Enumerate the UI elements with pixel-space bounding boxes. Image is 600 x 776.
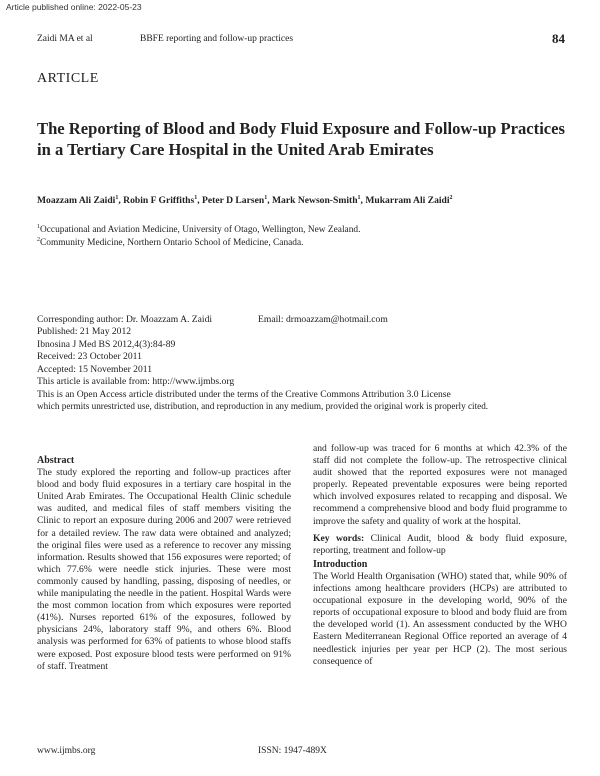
author-affiliation-mark: 1 [115, 195, 119, 201]
right-column [313, 443, 567, 668]
keywords [313, 533, 567, 557]
author-separator: , [197, 195, 203, 207]
affiliation-1 [37, 224, 360, 235]
corresponding-email: Email: drmoazzam@hotmail.com [258, 314, 388, 325]
page-number: 84 [552, 31, 565, 46]
author-separator: , [118, 195, 124, 207]
abstract-column [37, 455, 291, 673]
author-list [37, 195, 453, 206]
author-affiliation-mark: 2 [449, 195, 453, 201]
abstract-heading: Abstract [37, 455, 75, 466]
meta-published: Published: 21 May 2012 [37, 326, 132, 337]
affiliation-2 [37, 237, 303, 248]
meta-license: This is an Open Access article distributed under the terms of the Creative Commons Attribution 3.0 License [37, 389, 451, 400]
author-affiliation-mark: 1 [194, 195, 198, 201]
abstract-continuation: and follow-up was traced for 6 months at which 42.3% of the staff did not complete the follow-up. The retrospective clinical audit showed that the reported exposures were not managed properly. Repeated preventable exposures were being reported which involved exposures related to recapping and disposal. We recommend a comprehensive blood and body fluid programme to improve the safety and quality of work at the hospital. [313, 443, 567, 527]
meta-received: Received: 23 October 2011 [37, 351, 142, 362]
author-name: Peter D Larsen [202, 195, 265, 207]
affiliation-text: Community Medicine, Northern Ontario School of Medicine, Canada. [40, 238, 304, 249]
author-name: Mukarram Ali Zaidi [365, 195, 450, 207]
affiliation-text: Occupational and Aviation Medicine, University of Otago, Wellington, New Zealand. [40, 225, 361, 236]
abstract-text: The study explored the reporting and follow-up practices after blood and body fluid exposures in a tertiary care hospital in the United Arab Emirates. The Occupational Health Clinic schedule was audited, and medical files of staff members visiting the Clinic to report an exposure during 2006 and 2007 were retrieved for a detailed review. The raw data were obtained and analyzed; the original files were used as a reference to recover any missing information. Results showed that 156 exposures were reported; of which 77.6% were needle stick injuries. These were most commonly caused by handling, passing, disposing of needles, or while manipulating the needle in the patient. Hospital Wards were the most common location from which exposures were reported (41%). Nurses reported 61% of the exposures, followed by physicians 24%, laboratory staff 9%, and others 6%. Blood analysis was performed for 63% of patients to whose blood staffs were exposed. Post exposure blood tests were performed on 91% of staff. Treatment [37, 467, 291, 672]
author-name: Robin F Griffiths [123, 195, 195, 207]
keywords-text: Clinical Audit, blood & body fluid exposure, reporting, treatment and follow-up [313, 532, 567, 556]
keywords-label: Key words: [313, 532, 365, 544]
affiliation-number: 1 [37, 224, 40, 230]
running-author: Zaidi MA et al [37, 34, 93, 44]
author-separator: , [360, 195, 366, 207]
running-title: BBFE reporting and follow-up practices [140, 34, 294, 44]
introduction-text: The World Health Organisation (WHO) stated that, while 90% of infections among healthcare providers (HCPs) are attributed to occupational exposure in the developing world, 90% of the reports of occupational exposure to blood and body fluid are from the developed world (1). An assessment conducted by the WHO Eastern Mediterranean Regional Office reported an average of 4 needlestick injuries per year per HCP (2). The most serious consequence of [313, 570, 567, 667]
introduction-heading: Introduction [313, 558, 368, 570]
publication-note: Article published online: 2022-05-23 [6, 2, 142, 12]
meta-citation: Ibnosina J Med BS 2012,4(3):84-89 [37, 339, 176, 350]
author-name: Mark Newson-Smith [271, 195, 358, 207]
meta-license-terms: which permits unrestricted use, distribution, and reproduction in any medium, provided the original work is properly cited. [37, 401, 489, 411]
corresponding-author: Corresponding author: Dr. Moazzam A. Zaidi [37, 314, 213, 325]
affiliation-number: 2 [37, 237, 40, 243]
meta-availability: This article is available from: http://www.ijmbs.org [37, 376, 235, 387]
footer-website: www.ijmbs.org [37, 746, 96, 756]
author-affiliation-mark: 1 [357, 195, 361, 201]
meta-accepted: Accepted: 15 November 2011 [37, 364, 152, 375]
author-affiliation-mark: 1 [264, 195, 268, 201]
author-separator: , [267, 195, 272, 207]
footer-issn: ISSN: 1947-489X [258, 746, 327, 756]
section-label: ARTICLE [37, 71, 99, 86]
author-name: Moazzam Ali Zaidi [37, 195, 116, 207]
article-title: The Reporting of Blood and Body Fluid Exposure and Follow-up Practices in a Tertiary Care Hospital in the United Arab Emirates [37, 119, 565, 159]
